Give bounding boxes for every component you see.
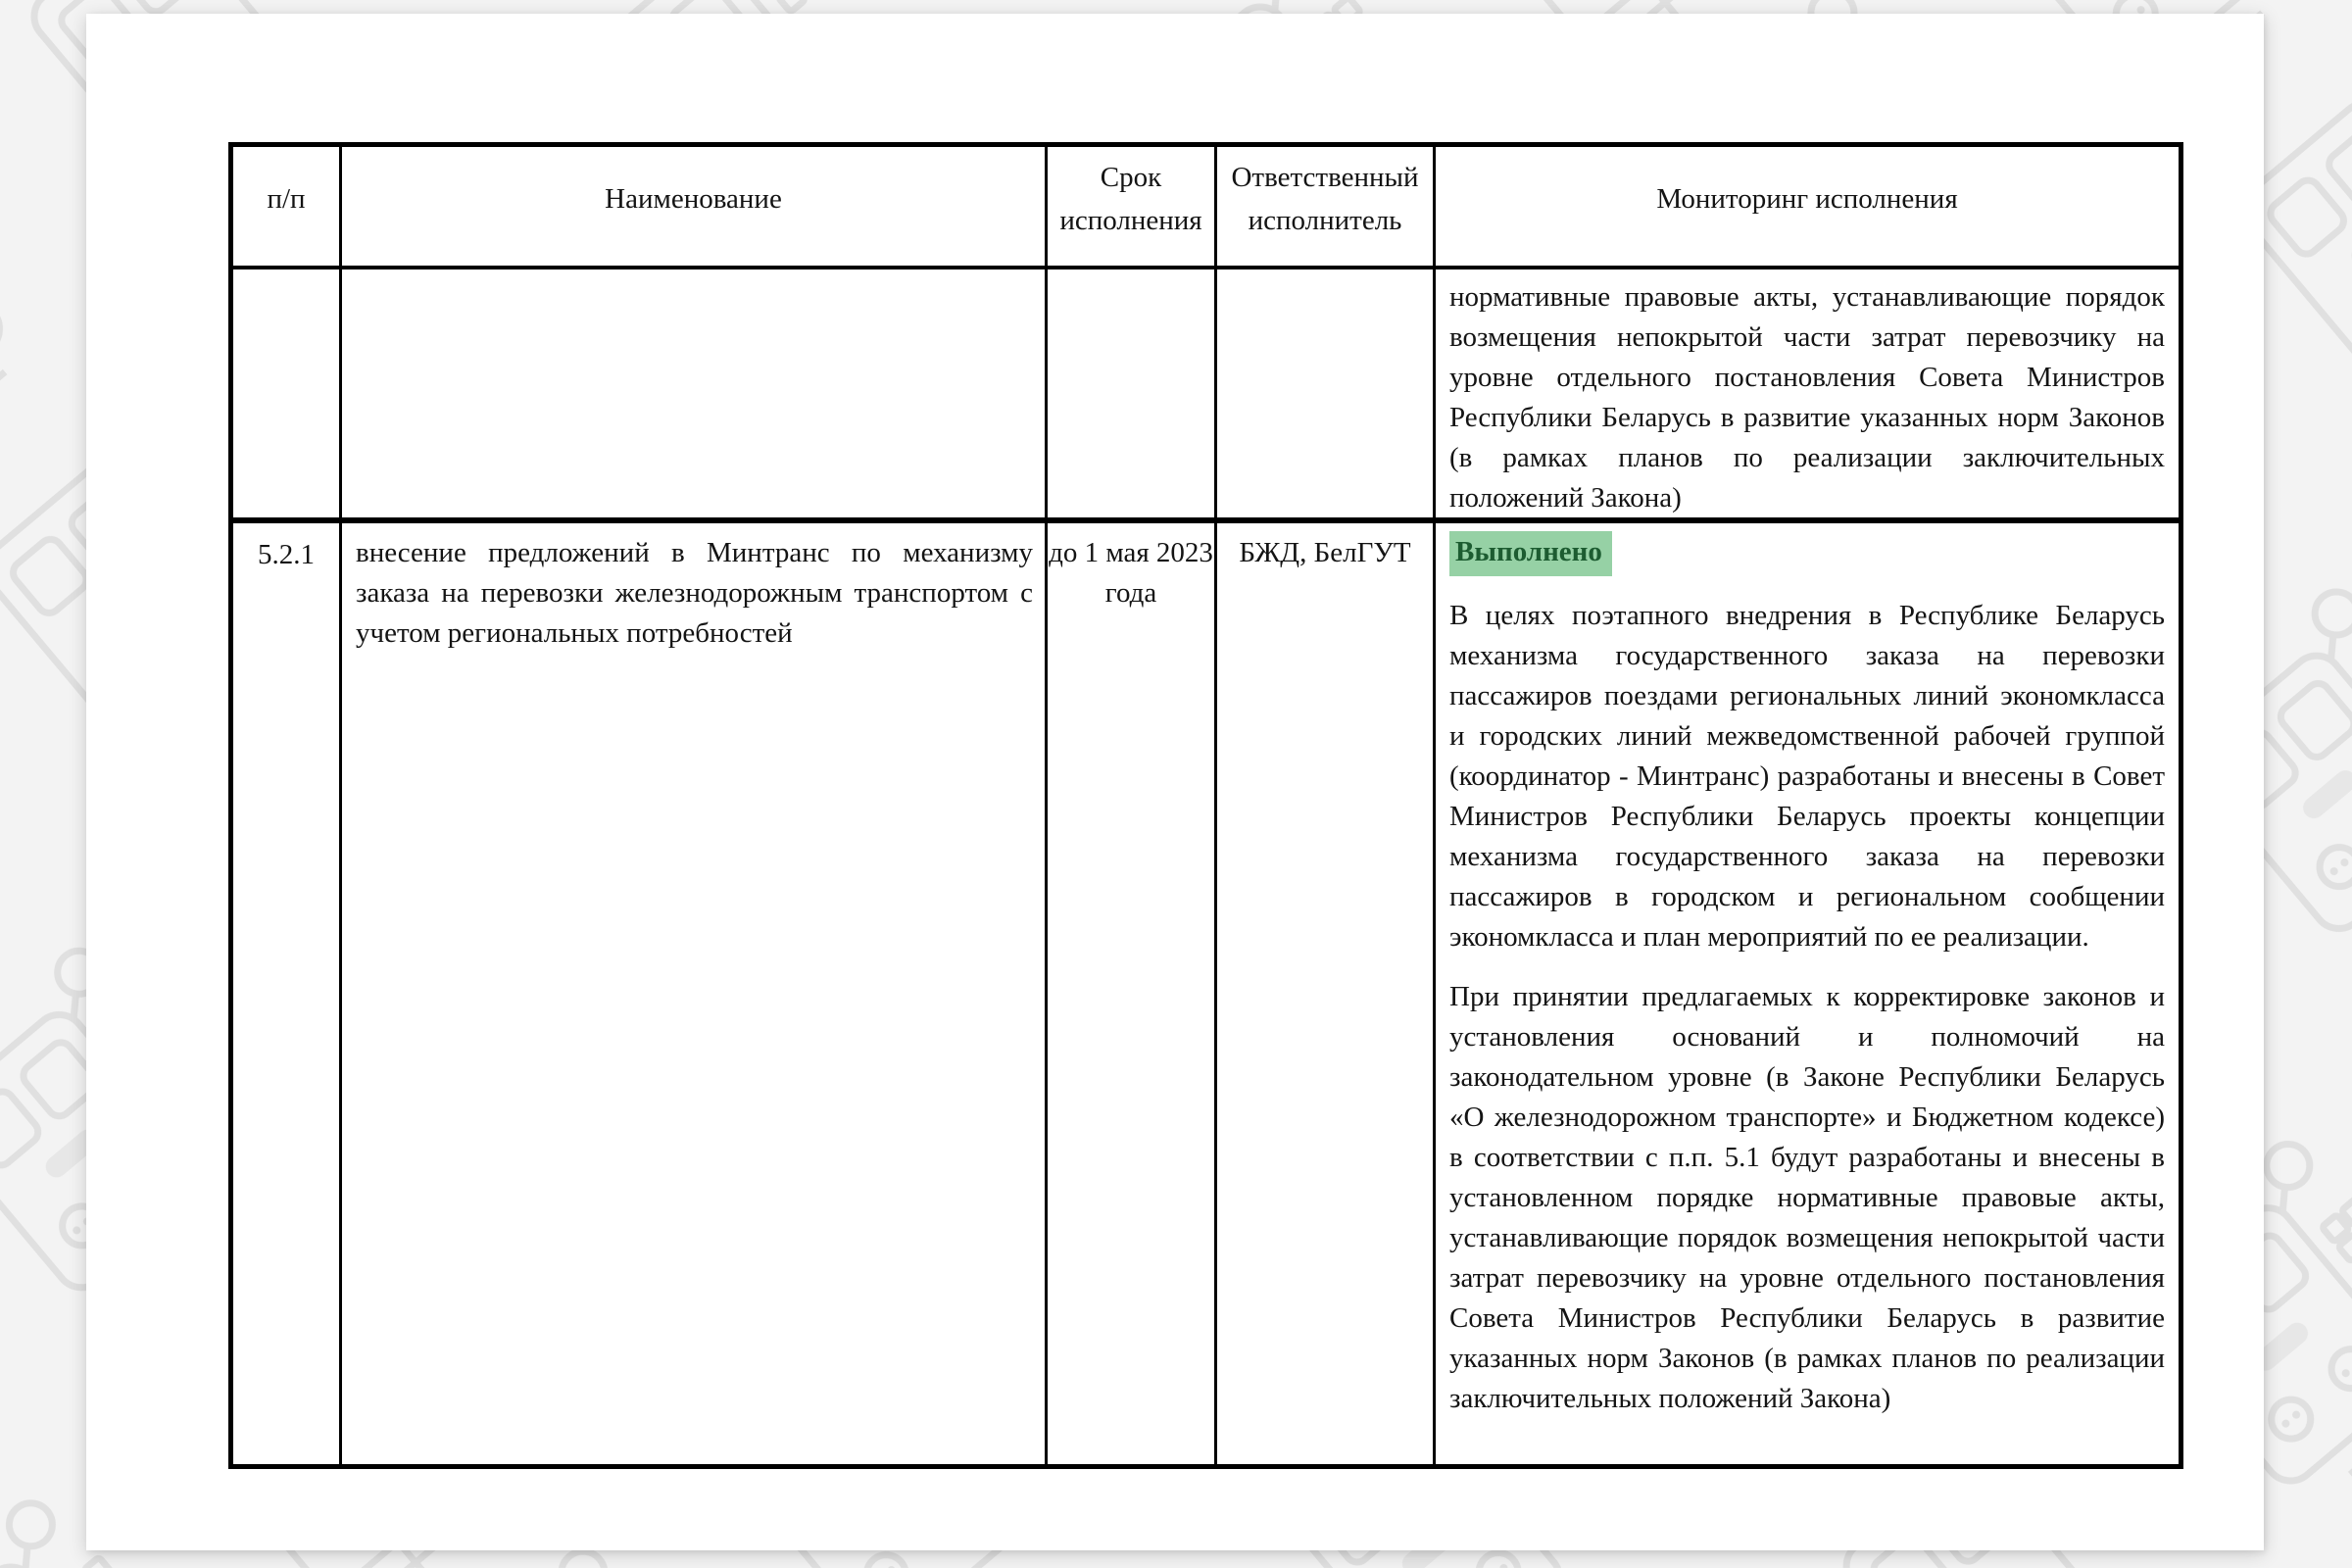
table-row-continuation [231, 268, 2181, 520]
cell-monitoring [1435, 520, 2181, 1467]
cell-executor [1216, 268, 1435, 520]
cell-executor: БЖД, БелГУТ [1216, 520, 1435, 1467]
monitoring-paragraph: В целях поэтапного внедрения в Республике Беларусь механизма государственного заказа на перевозки пассажиров поездами региональных линий экономкласса и городских линий межведомственной рабочей группой (координатор - Минтранс) разработаны и внесены в Совет Министров Республики Беларусь проекты концепции механизма государственного заказа на перевозки пассажиров в городском и региональном сообщении экономкласса и план мероприятий по ее реализации. [1449, 599, 2165, 953]
table-row-5-2-1 [231, 520, 2181, 1467]
cell-monitoring [1435, 268, 2181, 520]
table-header-row [231, 145, 2181, 268]
monitoring-table [228, 142, 2183, 1469]
col-header-deadline: Срок исполнения [1047, 145, 1216, 268]
cell-num [231, 268, 341, 520]
col-header-num: п/п [231, 145, 341, 268]
cell-name: внесение предложений в Минтранс по механизму заказа на перевозки железнодорожным транспортом с учетом региональных потребностей [341, 520, 1047, 1467]
col-header-monitoring: Мониторинг исполнения [1435, 145, 2181, 268]
cell-deadline: до 1 мая 2023 года [1047, 520, 1216, 1467]
cell-deadline [1047, 268, 1216, 520]
cell-num: 5.2.1 [231, 520, 341, 1467]
col-header-name: Наименование [341, 145, 1047, 268]
monitoring-paragraph: При принятии предлагаемых к корректировке законов и установления оснований и полномочий на законодательном уровне (в Законе Республики Беларусь «О железнодорожном транспорте» и Бюджетном кодексе) в соответствии с п.п. 5.1 будут разработаны и внесены в установленном порядке нормативные правовые акты, устанавливающие порядок возмещения непокрытой части затрат перевозчику на уровне отдельного постановления Совета Министров Республики Беларусь в развитие указанных норм Законов (в рамках планов по реализации заключительных положений Закона) [1449, 980, 2165, 1414]
col-header-executor: Ответственный исполнитель [1216, 145, 1435, 268]
monitoring-paragraph: нормативные правовые акты, устанавливающие порядок возмещения непокрытой части затрат перевозчику на уровне отдельного постановления Совета Министров Республики Беларусь в развитие указанных норм Законов (в рамках планов по реализации заключительных положений Закона) [1449, 280, 2165, 513]
status-badge-done: Выполнено [1449, 531, 1612, 576]
cell-name [341, 268, 1047, 520]
document-page [86, 14, 2264, 1550]
